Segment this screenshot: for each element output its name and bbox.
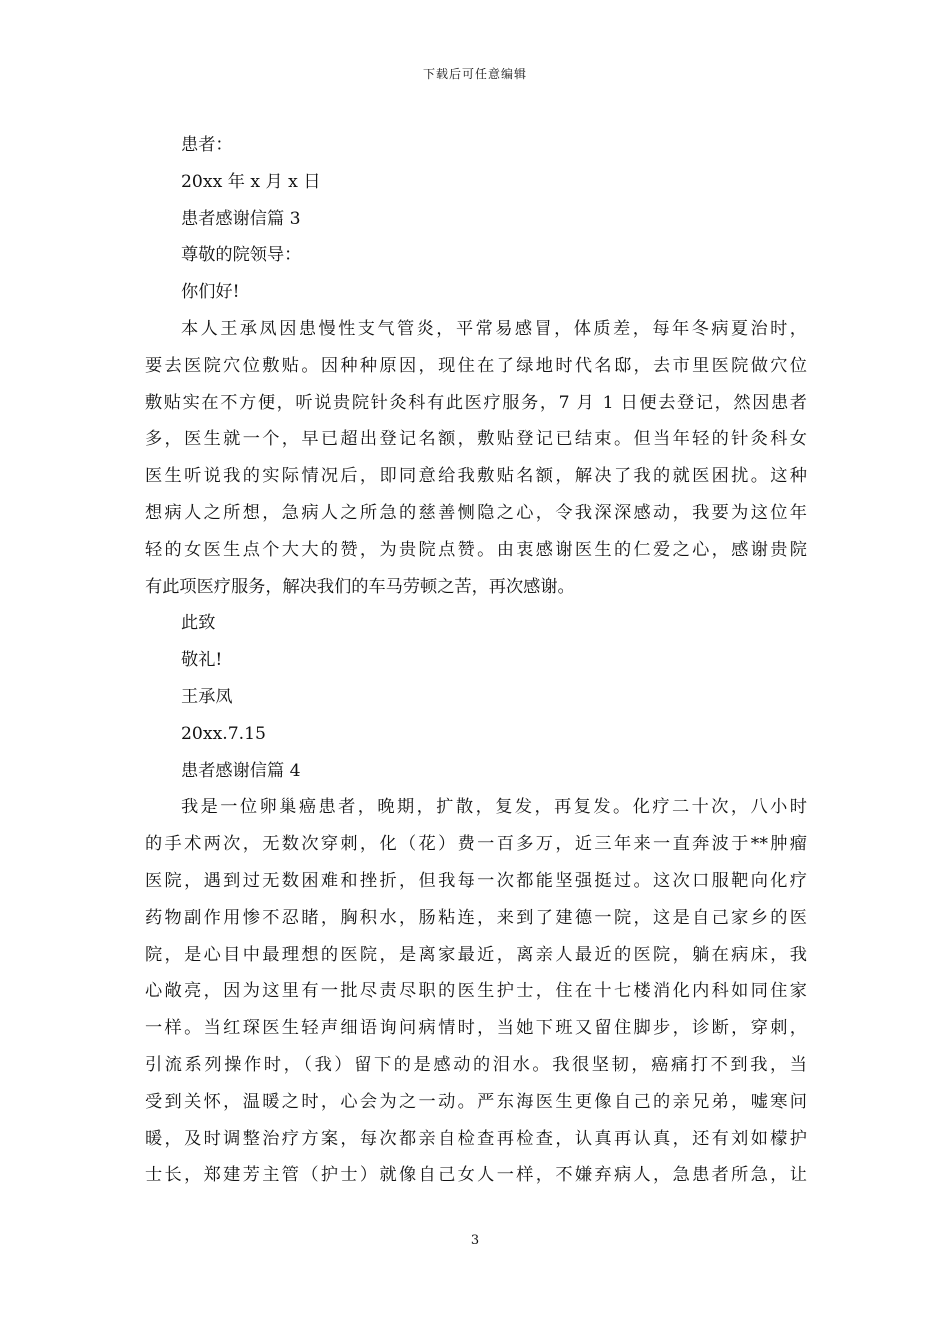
paragraph-line: 受到关怀，温暖之时，心会为之一动。严东海医生更像自己的亲兄弟，嘘寒问 [145,1091,807,1112]
salutation-patient: 患者： [181,135,233,155]
paragraph-line: 引流系列操作时，（我）留下的是感动的泪水。我很坚韧，癌痛打不到我，当 [145,1054,807,1075]
signature-date: 20xx.7.15 [181,723,266,744]
section-title-4: 患者感谢信篇 4 [181,760,301,781]
greeting-hello: 你们好! [181,282,240,303]
paragraph-line: 敷贴实在不方便，听说贵院针灸科有此医疗服务，7 月 1 日便去登记，然因患者 [145,392,807,413]
greeting-leaders: 尊敬的院领导： [181,245,302,266]
paragraph-line: 心敞亮，因为这里有一批尽责尽职的医生护士，住在十七楼消化内科如同住家 [145,981,807,1002]
paragraph-line: 医院，遇到过无数困难和挫折，但我每一次都能坚强挺过。这次口服靶向化疗 [145,870,807,891]
document-body [145,127,807,1194]
page-number: 3 [470,1233,480,1248]
paragraph-line: 暖，及时调整治疗方案，每次都亲自检查再检查，认真再认真，还有刘如檬护 [145,1128,807,1149]
closing-jingli: 敬礼! [181,650,223,671]
paragraph-line: 医生听说我的实际情况后，即同意给我敷贴名额，解决了我的就医困扰。这种 [145,466,807,487]
page-header: 下载后可任意编辑 [422,67,527,81]
signature-name: 王承凤 [181,686,233,707]
paragraph-line: 本人王承凤因患慢性支气管炎，平常易感冒，体质差，每年冬病夏治时， [181,318,807,339]
paragraph-line: 的手术两次，无数次穿刺，化（花）费一百多万，近三年来一直奔波于**肿瘤 [145,834,807,855]
paragraph-line: 要去医院穴位敷贴。因种种原因，现住在了绿地时代名邸，去市里医院做穴位 [145,355,807,376]
paragraph-line: 轻的女医生点个大大的赞，为贵院点赞。由衷感谢医生的仁爱之心，感谢贵院 [145,539,807,560]
paragraph-line: 一样。当红琛医生轻声细语询问病情时，当她下班又留住脚步，诊断，穿刺， [145,1018,807,1039]
closing-cizhi: 此致 [181,613,216,634]
paragraph-line: 士长，郑建芳主管（护士）就像自己女人一样，不嫌弃病人，急患者所急，让 [145,1165,807,1186]
paragraph-line: 多，医生就一个，早已超出登记名额，敷贴登记已结束。但当年轻的针灸科女 [145,429,807,450]
paragraph-line: 药物副作用惨不忍睹，胸积水，肠粘连，来到了建德一院，这是自己家乡的医 [145,907,807,928]
paragraph-line: 想病人之所想，急病人之所急的慈善恻隐之心，令我深深感动，我要为这位年 [145,502,807,523]
section-title-3: 患者感谢信篇 3 [181,208,301,229]
paragraph-line: 院，是心目中最理想的医院，是离家最近，离亲人最近的医院，躺在病床，我 [145,944,807,965]
paragraph-line: 我是一位卵巢癌患者，晚期，扩散，复发，再复发。化疗二十次，八小时 [181,797,807,818]
date-line: 20xx 年 x 月 x 日 [181,171,321,192]
paragraph-line: 有此项医疗服务，解决我们的车马劳顿之苦，再次感谢。 [145,576,575,597]
